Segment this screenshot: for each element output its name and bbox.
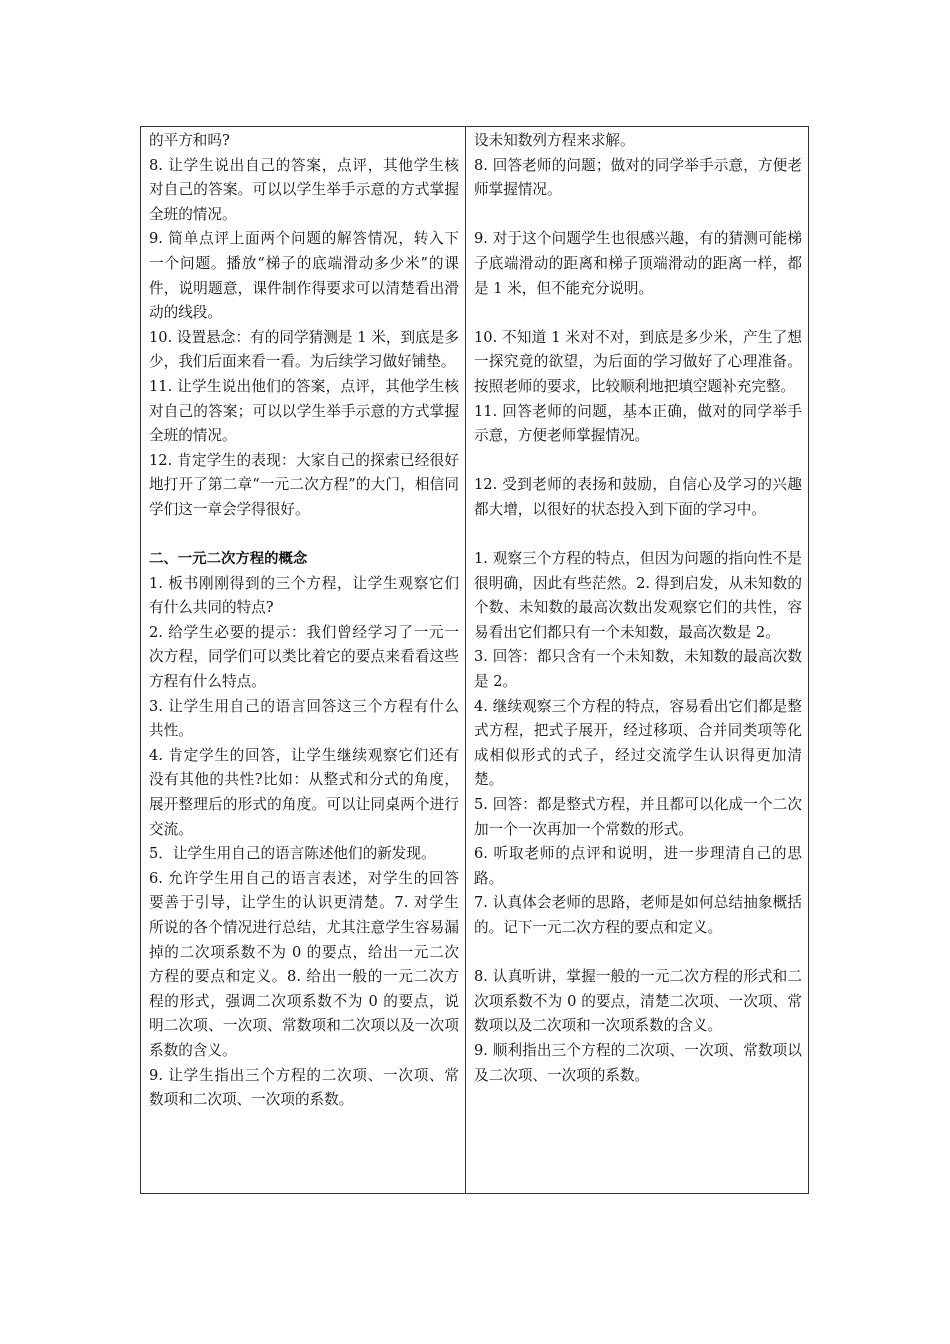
left-paragraph: 2. 给学生必要的提示：我们曾经学习了一元一次方程，同学们可以类比着它的要点来看看这些方程有什么特点。 [149,623,459,691]
left-paragraph: 4. 肯定学生的回答，让学生继续观察它们还有没有其他的共性?比如：从整式和分式的角度，展开整理后的形式的角度。可以让同桌两个进行交流。 [149,746,459,838]
spacer [149,523,459,548]
right-paragraph: 8. 认真听讲，掌握一般的一元二次方程的形式和二次项系数不为 0 的要点，清楚二次项、一次项、常数项以及二次项和一次项系数的含义。 [474,968,802,1035]
left-paragraph: 9. 让学生指出三个方程的二次项、一次项、常数项和二次项、一次项的系数。 [149,1066,459,1109]
spacer [474,203,802,228]
left-paragraph: 8. 让学生说出自己的答案，点评，其他学生核对自己的答案。可以以学生举手示意的方式掌握全班的情况。 [149,156,459,223]
right-paragraph: 10. 不知道 1 米对不对，到底是多少米，产生了想一探究竟的欲望，为后面的学习做好了心理准备。按照老师的要求，比较顺利地把填空题补充完整。 [474,328,802,395]
right-paragraph: 9. 对于这个问题学生也很感兴趣，有的猜测可能梯子底端滑动的距离和梯子顶端滑动的距离一样，都是 1 米，但不能充分说明。 [474,230,802,297]
right-paragraph: 设未知数列方程来求解。 [474,132,635,149]
right-paragraph: 1. 观察三个方程的特点，但因为问题的指向性不是很明确，因此有些茫然。2. 得到启发，从未知数的个数、未知数的最高次数出发观察它们的共性，容易看出它们都只有一个未知数，最高次数是 2。 [474,550,802,641]
left-paragraph: 1. 板书刚刚得到的三个方程，让学生观察它们有什么共同的特点? [149,574,459,617]
teacher-activity-column [141,127,466,1193]
section-heading: 二、一元二次方程的概念 [149,551,308,568]
right-paragraph: 7. 认真体会老师的思路，老师是如何总结抽象概括的。记下一元二次方程的要点和定义。 [474,894,802,936]
right-paragraph: 12. 受到老师的表扬和鼓励，自信心及学习的兴趣都大增，以很好的状态投入到下面的学习中。 [474,476,802,518]
left-paragraph: 11. 让学生说出他们的答案，点评，其他学生核对自己的答案；可以以学生举手示意的方式掌握全班的情况。 [149,377,459,445]
student-activity-column [466,127,808,1193]
right-paragraph: 8. 回答老师的问题；做对的同学举手示意，方便老师掌握情况。 [474,156,802,199]
right-paragraph: 5. 回答：都是整式方程，并且都可以化成一个二次加一个一次再加一个常数的形式。 [474,796,802,838]
spacer [474,449,802,474]
left-paragraph: 6. 允许学生用自己的语言表述，对学生的回答要善于引导，让学生的认识更清楚。7. 对学生所说的各个情况进行总结，尤其注意学生容易漏掉的二次项系数不为 0 的要点，给出一元二次方程的要点和定义。8. 给出一般的一元二次方程的形式，强调二次项系数不为 0 的要点，说明二次项、一次项、常数项和二次项以及一次项系数的含义。 [149,869,459,1059]
spacer [474,301,802,326]
left-paragraph: 的平方和吗? [149,132,230,149]
left-paragraph: 12. 肯定学生的表现：大家自己的探索已经很好地打开了第二章“一元二次方程”的大门，相信同学们这一章会学得很好。 [149,451,459,518]
right-paragraph: 4. 继续观察三个方程的特点，容易看出它们都是整式方程，把式子展开，经过移项、合并同类项等化成相似形式的式子，经过交流学生认识得更加清楚。 [474,697,802,789]
right-paragraph: 11. 回答老师的问题，基本正确，做对的同学举手示意，方便老师掌握情况。 [474,402,802,445]
lesson-table [140,126,809,1194]
left-paragraph: 5．让学生用自己的语言陈述他们的新发现。 [149,845,436,863]
right-paragraph: 9. 顺利指出三个方程的二次项、一次项、常数项以及二次项、一次项的系数。 [474,1041,802,1084]
left-paragraph: 10. 设置悬念：有的同学猜测是 1 米，到底是多少，我们后面来看一看。为后续学习做好铺垫。 [149,328,459,371]
spacer [474,941,802,966]
right-paragraph: 3. 回答：都只含有一个未知数，未知数的最高次数是 2。 [474,648,802,691]
spacer [474,523,802,548]
left-paragraph: 9. 简单点评上面两个问题的解答情况，转入下一个问题。播放“梯子的底端滑动多少米”的课件，说明题意，课件制作得要求可以清楚看出滑动的线段。 [149,230,459,322]
left-paragraph: 3. 让学生用自己的语言回答这三个方程有什么共性。 [149,697,459,740]
right-paragraph: 6. 听取老师的点评和说明，进一步理清自己的思路。 [474,845,802,887]
